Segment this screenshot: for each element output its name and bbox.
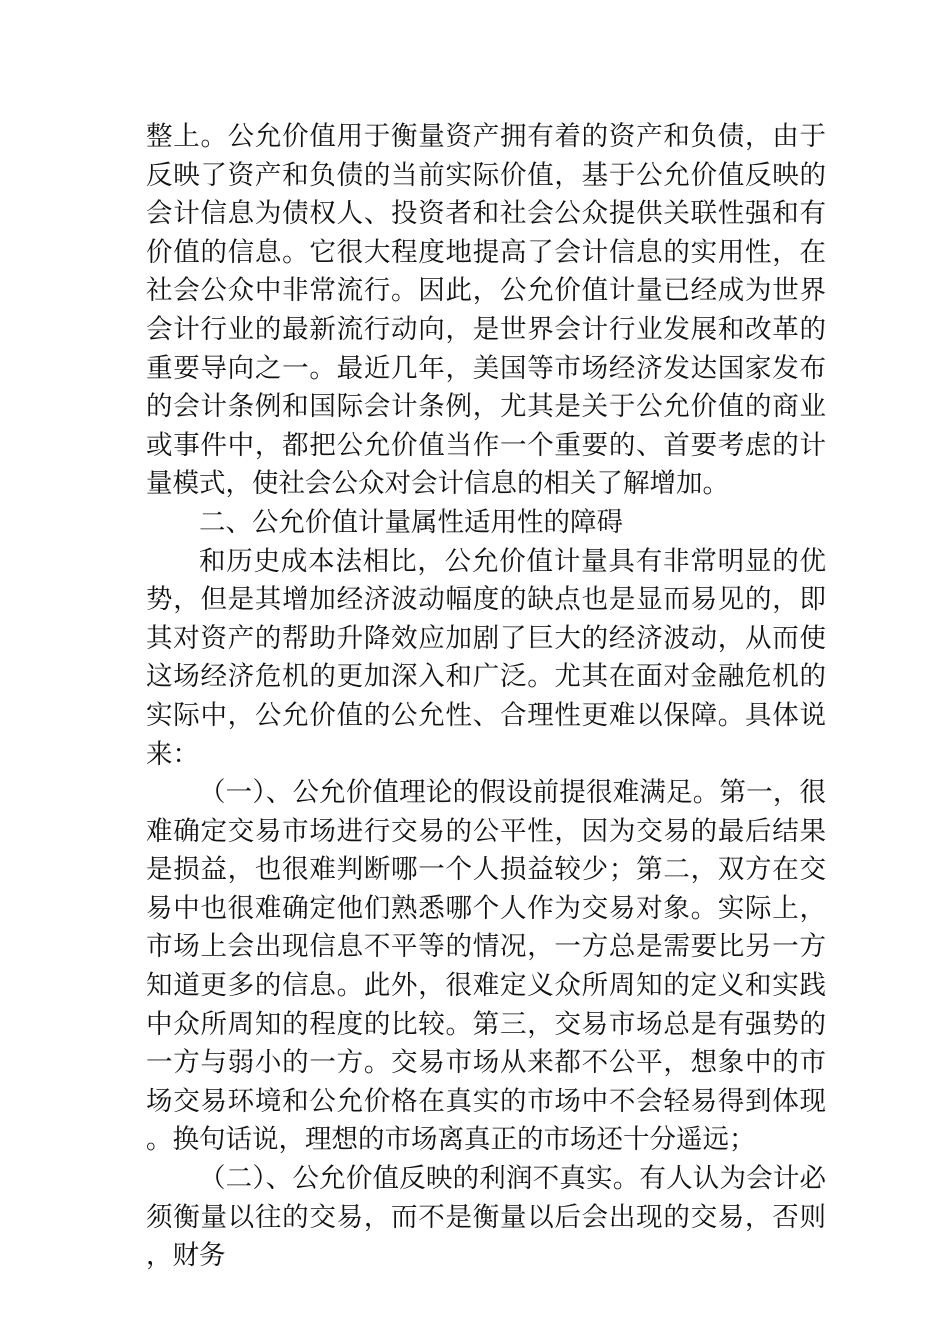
paragraph: （一）、公允价值理论的假设前提很难满足。第一，很难确定交易市场进行交易的公平性，因为交易的最后结果是损益，也很难判断哪一个人损益较少；第二，双方在交易中也很难确定他们熟悉哪个人作为交易对象。实际上，市场上会出现信息不平等的情况，一方总是需要比另一方知道更多的信息。此外，很难定义众所周知的定义和实践中众所周知的程度的比较。第三，交易市场总是有强势的一方与弱小的一方。交易市场从来都不公平，想象中的市场交易环境和公允价格在真实的市场中不会轻易得到体现。换句话说，理想的市场离真正的市场还十分遥远； — [146, 777, 826, 1156]
paragraph: 和历史成本法相比，公允价值计量具有非常明显的优势，但是其增加经济波动幅度的缺点也是显而易见的，即其对资产的帮助升降效应加剧了巨大的经济波动，从而使这场经济危机的更加深入和广泛。尤其在面对金融危机的实际中，公允价值的公允性、合理性更难以保障。具体说来： — [146, 545, 826, 770]
paragraph: （二）、公允价值反映的利润不真实。有人认为会计必须衡量以往的交易，而不是衡量以后会出现的交易，否则，财务 — [146, 1163, 826, 1272]
document-body — [146, 118, 826, 1276]
section-heading: 二、公允价值计量属性适用性的障碍 — [199, 506, 623, 538]
paragraph-continuation: 整上。公允价值用于衡量资产拥有着的资产和负债，由于反映了资产和负债的当前实际价值，基于公允价值反映的会计信息为债权人、投资者和社会公众提供关联性强和有价值的信息。它很大程度地提高了会计信息的实用性，在社会公众中非常流行。因此，公允价值计量已经成为世界会计行业的最新流行动向，是世界会计行业发展和改革的重要导向之一。最近几年，美国等市场经济发达国家发布的会计条例和国际会计条例，尤其是关于公允价值的商业或事件中，都把公允价值当作一个重要的、首要考虑的计量模式，使社会公众对会计信息的相关了解增加。 — [146, 121, 826, 500]
